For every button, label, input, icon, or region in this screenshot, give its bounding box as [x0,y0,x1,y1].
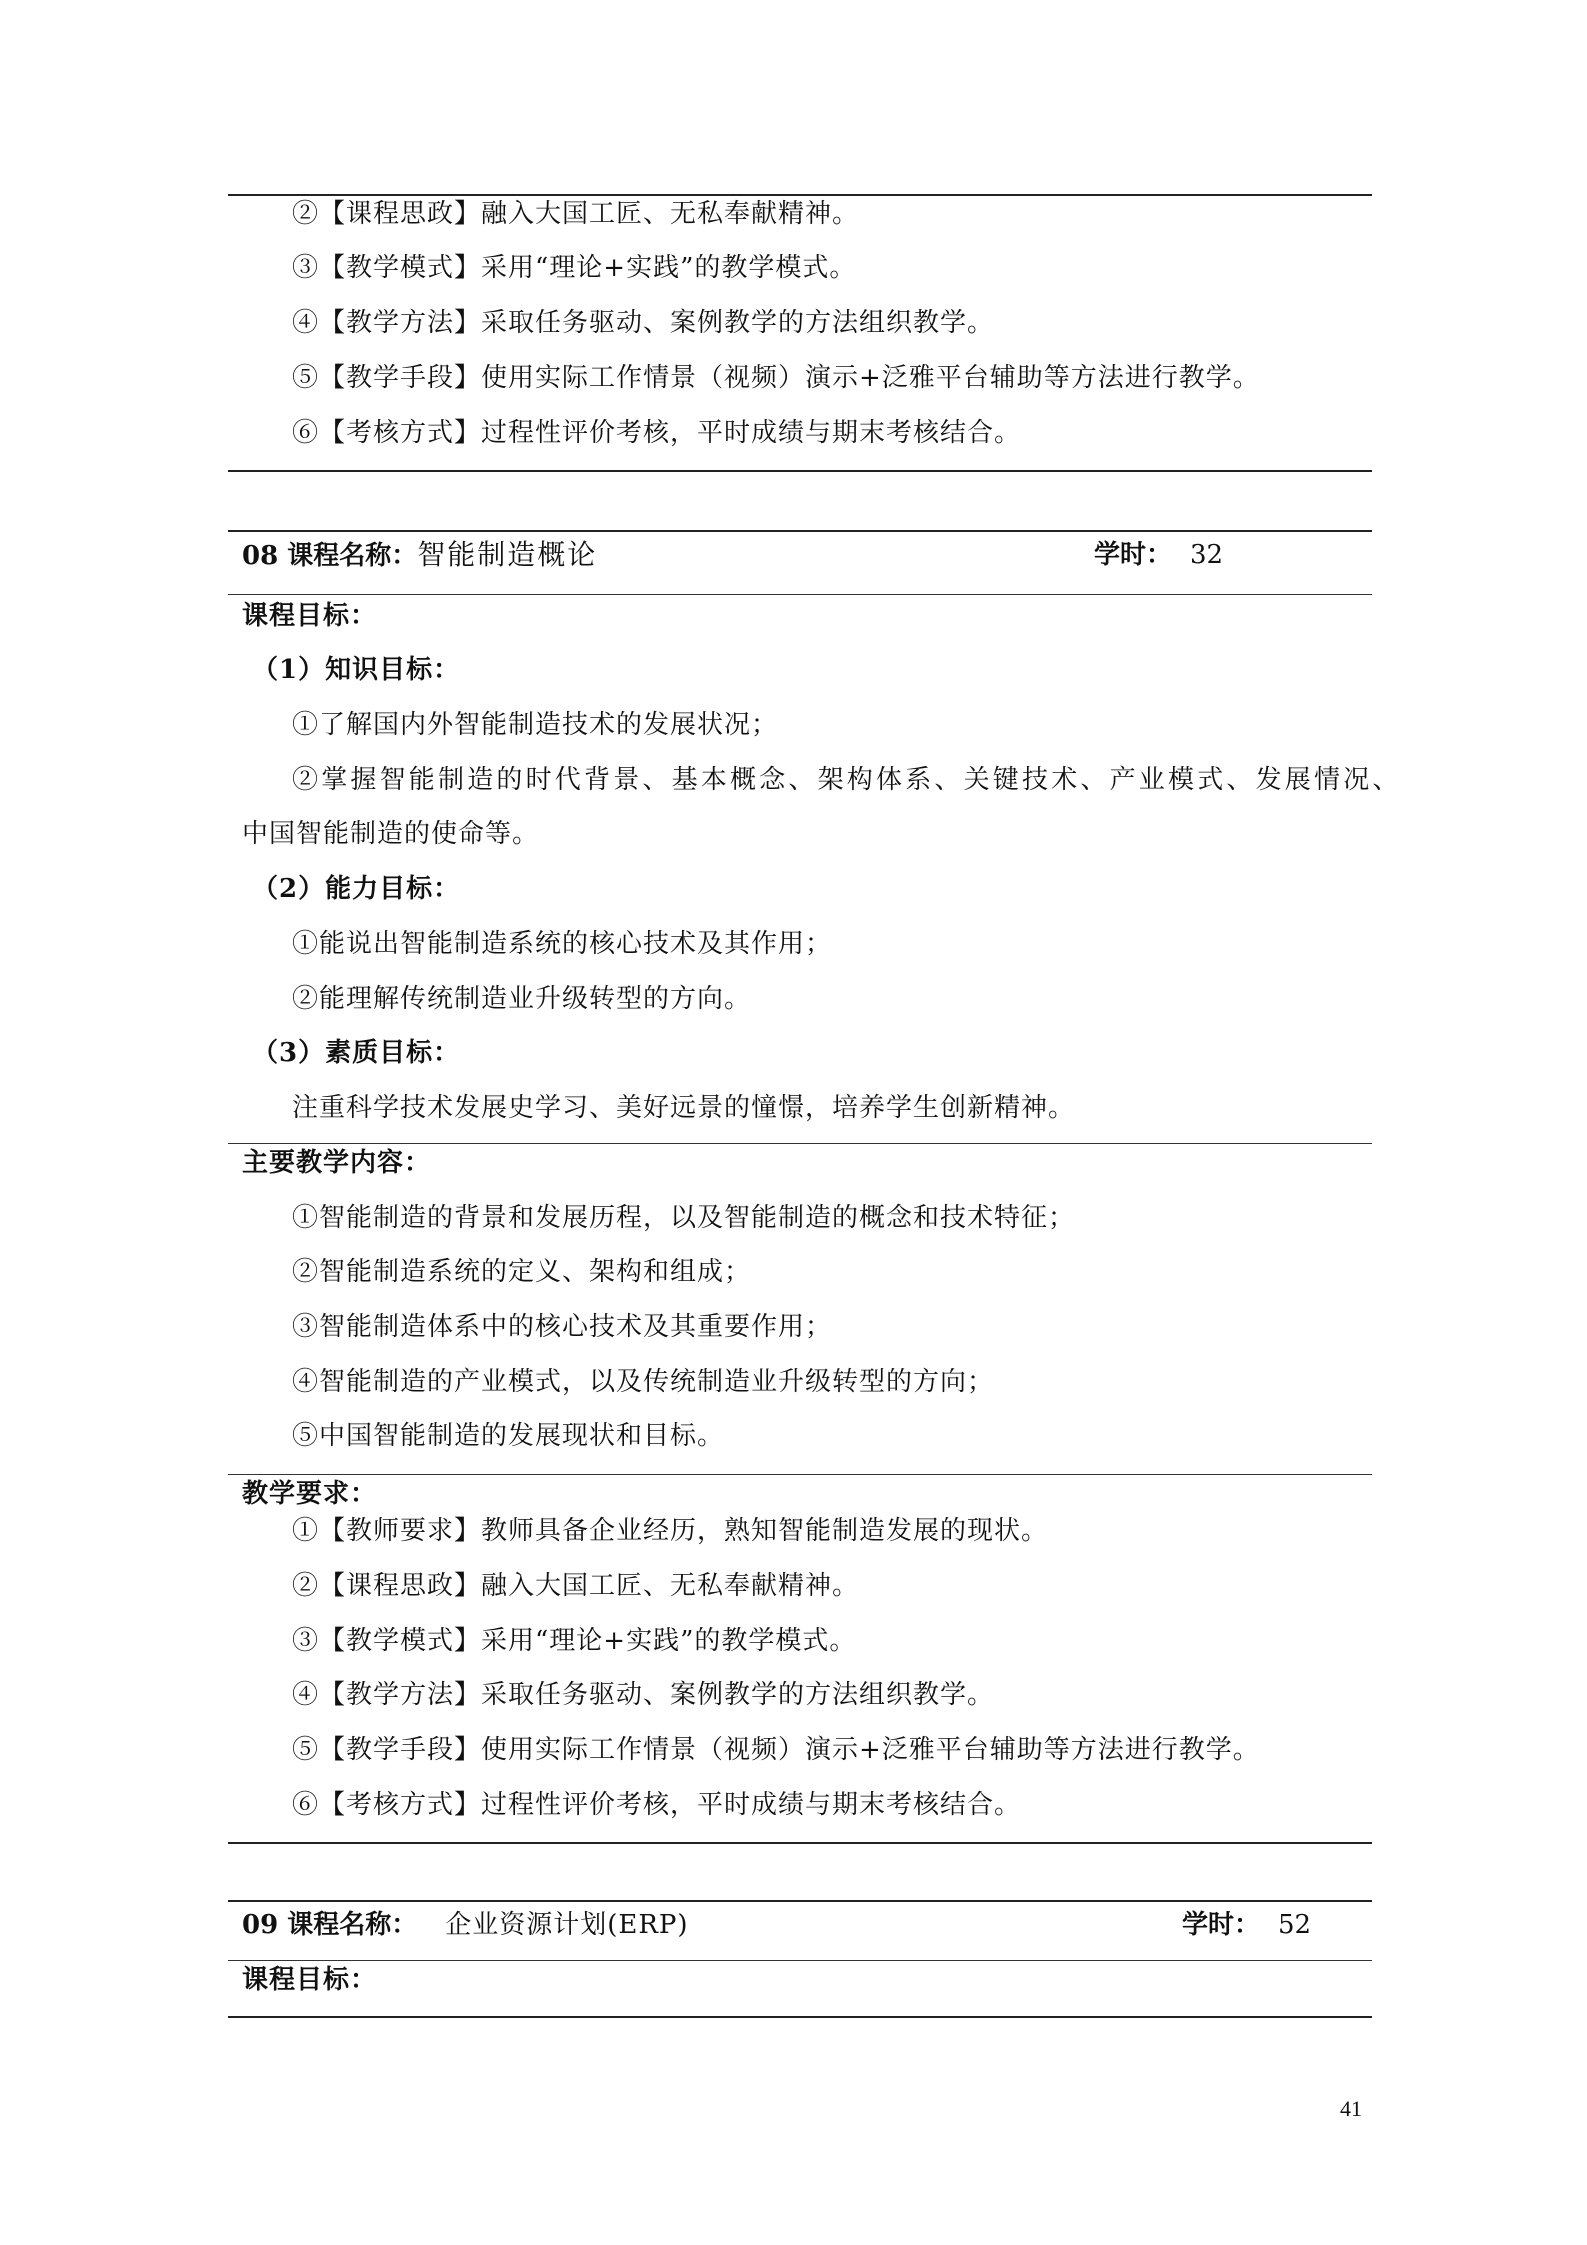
course-name: 企业资源计划(ERP) [445,1910,689,1940]
list-item: ②掌握智能制造的时代背景、基本概念、架构体系、关键技术、产业模式、发展情况、 [292,765,1402,795]
list-item: ①了解国内外智能制造技术的发展状况； [292,710,779,740]
course-code-label: 08 课程名称： [242,541,418,571]
list-item: ③智能制造体系中的核心技术及其重要作用； [292,1312,833,1342]
course-name: 智能制造概论 [417,538,598,571]
list-item: ③【教学模式】采用“理论+实践”的教学模式。 [292,1626,857,1656]
list-item: ②【课程思政】融入大国工匠、无私奉献精神。 [292,1571,860,1601]
course-code-label: 09 课程名称： [242,1910,418,1940]
course-header-08 [242,531,1372,579]
hours-value: 32 [1190,540,1224,570]
list-item: ③【教学模式】采用“理论+实践”的教学模式。 [292,253,857,283]
section-heading: 主要教学内容： [242,1148,432,1178]
list-item: ⑥【考核方式】过程性评价考核，平时成绩与期末考核结合。 [292,418,1022,448]
list-item: ⑤【教学手段】使用实际工作情景（视频）演示+泛雅平台辅助等方法进行教学。 [292,1735,1260,1765]
hours-label: 学时： [1182,1910,1261,1940]
list-item-continuation: 中国智能制造的使命等。 [242,819,540,849]
subsection-heading: （3）素质目标： [252,1038,461,1068]
list-item: ②【课程思政】融入大国工匠、无私奉献精神。 [292,199,860,229]
section-end-rule [228,470,1372,472]
list-item: ①【教师要求】教师具备企业经历，熟知智能制造发展的现状。 [292,1516,1049,1546]
hours-label: 学时： [1094,540,1173,570]
course-header-09 [242,1901,1372,1949]
section-heading: 课程目标： [242,1965,378,1995]
subsection-heading: （2）能力目标： [252,874,461,904]
section-end-rule [228,2016,1372,2018]
section-heading: 课程目标： [242,601,378,631]
page-number: 41 [1340,2096,1362,2121]
list-item: ⑤【教学手段】使用实际工作情景（视频）演示+泛雅平台辅助等方法进行教学。 [292,363,1260,393]
hours-value: 52 [1278,1910,1312,1940]
list-item: ④【教学方法】采取任务驱动、案例教学的方法组织教学。 [292,1680,995,1710]
list-item: ⑥【考核方式】过程性评价考核，平时成绩与期末考核结合。 [292,1790,1022,1820]
list-item: ④智能制造的产业模式，以及传统制造业升级转型的方向； [292,1367,995,1397]
list-item: ①能说出智能制造系统的核心技术及其作用； [292,929,833,959]
list-item: ②能理解传统制造业升级转型的方向。 [292,984,752,1014]
subsection-heading: （1）知识目标： [252,655,461,685]
list-item: ④【教学方法】采取任务驱动、案例教学的方法组织教学。 [292,308,995,338]
list-item: ②智能制造系统的定义、架构和组成； [292,1257,752,1287]
list-item: ⑤中国智能制造的发展现状和目标。 [292,1421,725,1451]
section-end-rule [228,1842,1372,1844]
section-heading: 教学要求： [242,1479,378,1509]
list-item: 注重科学技术发展史学习、美好远景的憧憬，培养学生创新精神。 [292,1093,1076,1123]
list-item: ①智能制造的背景和发展历程，以及智能制造的概念和技术特征； [292,1203,1076,1233]
